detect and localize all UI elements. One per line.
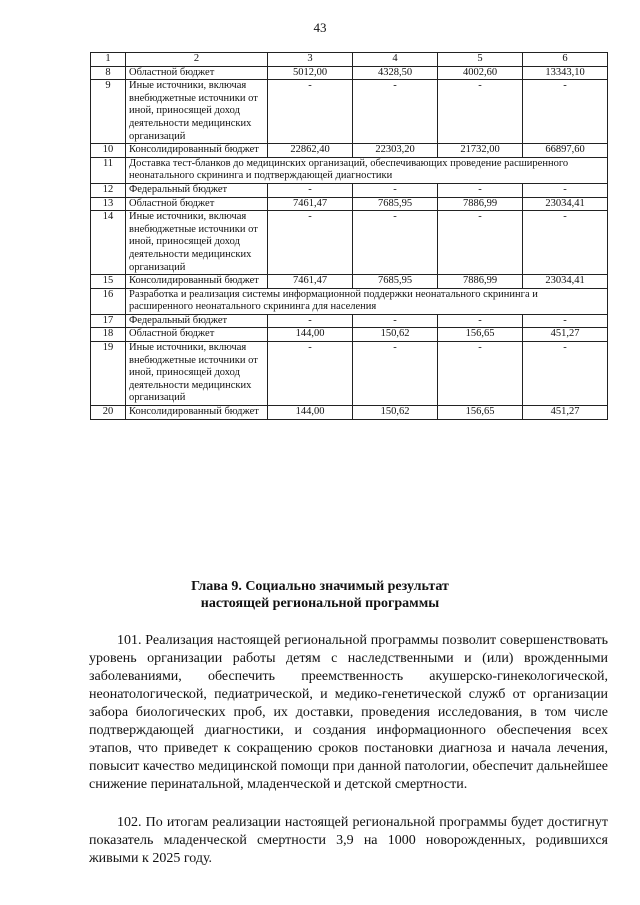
source-label-cell: Федеральный бюджет [126, 183, 268, 197]
budget-table [90, 52, 608, 420]
amount-cell: - [523, 211, 608, 275]
row-number-cell: 17 [91, 314, 126, 328]
amount-cell: - [268, 183, 353, 197]
amount-cell: 7461,47 [268, 275, 353, 289]
amount-cell: - [523, 183, 608, 197]
amount-cell: 7461,47 [268, 197, 353, 211]
source-label-cell: Областной бюджет [126, 197, 268, 211]
table-row [91, 314, 608, 328]
table-row [91, 211, 608, 275]
amount-cell: 156,65 [438, 406, 523, 420]
amount-cell: - [438, 80, 523, 144]
source-label-cell: Иные источники, включая внебюджетные источники от иной, приносящей доход деятельности медицинских организаций [126, 80, 268, 144]
source-label-cell: Иные источники, включая внебюджетные источники от иной, приносящей доход деятельности медицинских организаций [126, 211, 268, 275]
row-number-cell: 12 [91, 183, 126, 197]
amount-cell: 22862,40 [268, 144, 353, 158]
amount-cell: 5012,00 [268, 66, 353, 80]
chapter-heading-line: Глава 9. Социально значимый результат [191, 579, 449, 594]
amount-cell: 7685,95 [353, 197, 438, 211]
amount-cell: - [268, 342, 353, 406]
amount-cell: 7685,95 [353, 275, 438, 289]
source-label-cell: Областной бюджет [126, 328, 268, 342]
amount-cell: - [268, 314, 353, 328]
row-number-cell: 15 [91, 275, 126, 289]
table-row [91, 275, 608, 289]
column-header: 2 [126, 53, 268, 67]
table-row [91, 157, 608, 183]
row-number-cell: 14 [91, 211, 126, 275]
amount-cell: - [438, 183, 523, 197]
column-header: 3 [268, 53, 353, 67]
amount-cell: - [268, 211, 353, 275]
row-number-cell: 9 [91, 80, 126, 144]
source-label-cell: Областной бюджет [126, 66, 268, 80]
table-row [91, 144, 608, 158]
chapter-heading-line: настоящей региональной программы [200, 596, 440, 611]
amount-cell: 66897,60 [523, 144, 608, 158]
table-header-row [91, 53, 608, 67]
row-number-cell: 11 [91, 157, 126, 183]
table-row [91, 406, 608, 420]
amount-cell: 23034,41 [523, 197, 608, 211]
section-title-cell: Разработка и реализация системы информационной поддержки неонатального скрининга и расширенного неонатального скрининга для населения [126, 288, 608, 314]
amount-cell: - [353, 211, 438, 275]
amount-cell: 22303,20 [353, 144, 438, 158]
row-number-cell: 18 [91, 328, 126, 342]
source-label-cell: Консолидированный бюджет [126, 275, 268, 289]
table-row [91, 288, 608, 314]
table-row [91, 183, 608, 197]
amount-cell: 156,65 [438, 328, 523, 342]
amount-cell: 4002,60 [438, 66, 523, 80]
table-row [91, 80, 608, 144]
section-title-cell: Доставка тест-бланков до медицинских организаций, обеспечивающих проведение расширенного неонатального скрининга и подтверждающей диагностики [126, 157, 608, 183]
amount-cell: - [438, 211, 523, 275]
paragraph-102: 102. По итогам реализации настоящей региональной программы будет достигнут показатель младенческой смертности 3,9 на 1000 новорожденных, родившихся живыми к 2025 году. [89, 815, 608, 866]
table-row [91, 328, 608, 342]
amount-cell: 23034,41 [523, 275, 608, 289]
amount-cell: - [438, 342, 523, 406]
row-number-cell: 20 [91, 406, 126, 420]
paragraph-101: 101. Реализация настоящей региональной программы позволит совершенствовать уровень организации работы детям с наследственными и (или) врожденными заболеваниями, обеспечить преемственность акушерско-гинекологической, неонатологической, педиатрической, и медико-генетической служб от организации забора биологических проб, их доставки, проведения исследования, в том числе подтверждающей диагностики, и создания информационного обеспечения всех этапов, что приведет к сокращению сроков постановки диагноза и начала лечения, повысит качество медицинской помощи при данной патологии, обеспечит дальнейшее снижение перинатальной, младенческой и детской смертности. [89, 633, 608, 792]
amount-cell: 150,62 [353, 328, 438, 342]
table-row [91, 66, 608, 80]
amount-cell: - [353, 342, 438, 406]
column-header: 1 [91, 53, 126, 67]
table-row [91, 197, 608, 211]
amount-cell: 7886,99 [438, 275, 523, 289]
row-number-cell: 13 [91, 197, 126, 211]
amount-cell: 451,27 [523, 406, 608, 420]
amount-cell: 4328,50 [353, 66, 438, 80]
row-number-cell: 16 [91, 288, 126, 314]
source-label-cell: Иные источники, включая внебюджетные источники от иной, приносящей доход деятельности медицинских организаций [126, 342, 268, 406]
amount-cell: 144,00 [268, 406, 353, 420]
column-header: 5 [438, 53, 523, 67]
amount-cell: - [353, 183, 438, 197]
row-number-cell: 10 [91, 144, 126, 158]
source-label-cell: Консолидированный бюджет [126, 406, 268, 420]
amount-cell: - [523, 80, 608, 144]
row-number-cell: 8 [91, 66, 126, 80]
amount-cell: 7886,99 [438, 197, 523, 211]
amount-cell: 451,27 [523, 328, 608, 342]
table-row [91, 342, 608, 406]
page-number: 43 [313, 20, 327, 35]
amount-cell: 13343,10 [523, 66, 608, 80]
column-header: 4 [353, 53, 438, 67]
amount-cell: - [438, 314, 523, 328]
chapter-heading [0, 578, 640, 612]
amount-cell: - [268, 80, 353, 144]
amount-cell: - [523, 342, 608, 406]
source-label-cell: Консолидированный бюджет [126, 144, 268, 158]
row-number-cell: 19 [91, 342, 126, 406]
column-header: 6 [523, 53, 608, 67]
amount-cell: 144,00 [268, 328, 353, 342]
amount-cell: - [353, 80, 438, 144]
amount-cell: 21732,00 [438, 144, 523, 158]
source-label-cell: Федеральный бюджет [126, 314, 268, 328]
amount-cell: 150,62 [353, 406, 438, 420]
amount-cell: - [353, 314, 438, 328]
amount-cell: - [523, 314, 608, 328]
